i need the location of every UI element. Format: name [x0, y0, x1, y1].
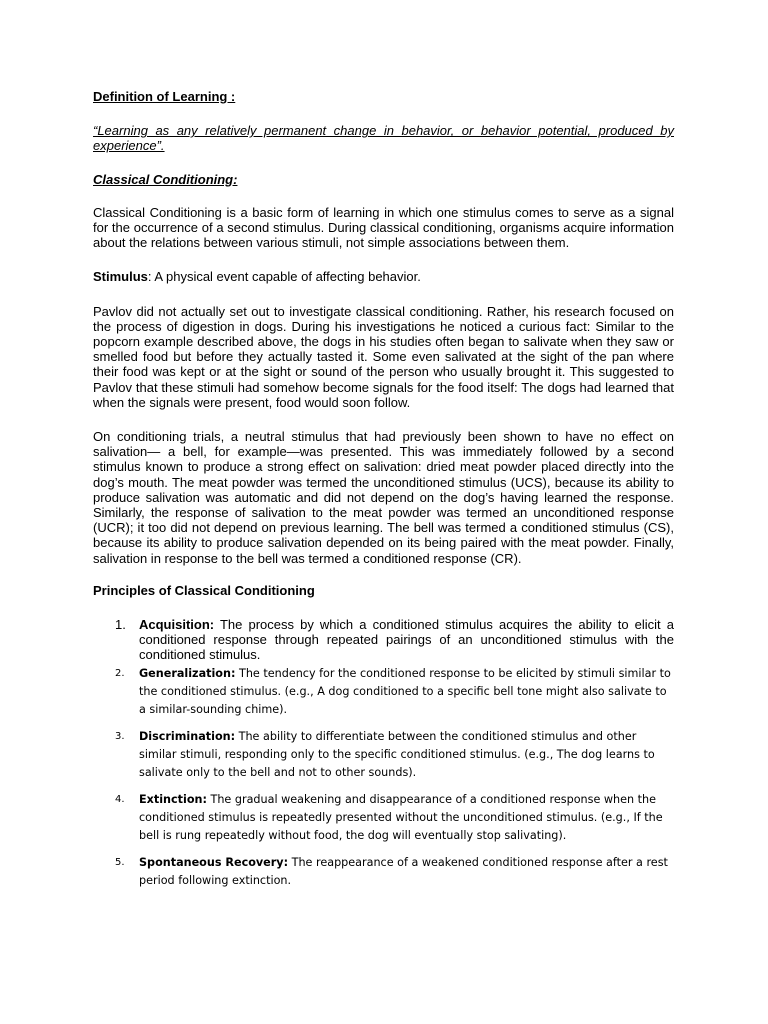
- principle-text: The process by which a conditioned stimulus acquires the ability to elicit a conditioned response through repeated pairings of an unconditioned stimulus with the conditioned stimulus.: [139, 617, 674, 663]
- classical-conditioning-intro: Classical Conditioning is a basic form of learning in which one stimulus comes to serve as a signal for the occurrence of a second stimulus. During classical conditioning, organisms acquire information about the relations between various stimuli, not simple associations between them.: [93, 204, 674, 251]
- principles-list: [93, 617, 674, 890]
- principle-item-extinction: [93, 791, 674, 845]
- principle-term: Acquisition:: [139, 617, 215, 633]
- list-number: 3.: [115, 730, 125, 742]
- principle-term: Spontaneous Recovery:: [139, 855, 289, 869]
- stimulus-term: Stimulus: [93, 269, 148, 285]
- principle-text: The tendency for the conditioned response to be elicited by stimuli similar to the conditioned stimulus. (e.g., A dog conditioned to a specific bell tone might also salivate to a similar-sounding chime).: [139, 666, 671, 716]
- principle-item-acquisition: [93, 617, 674, 663]
- principle-text: The reappearance of a weakened conditioned response after a rest period following extinction.: [139, 855, 668, 887]
- principles-heading: Principles of Classical Conditioning: [93, 582, 315, 598]
- list-number: 5.: [115, 856, 125, 868]
- list-number: 1.: [115, 617, 126, 633]
- list-number: 2.: [115, 667, 125, 679]
- stimulus-definition: [93, 269, 674, 284]
- classical-conditioning-heading: Classical Conditioning:: [93, 171, 238, 187]
- list-number: 4.: [115, 793, 125, 805]
- definition-heading: Definition of Learning :: [93, 89, 236, 104]
- definition-quote: “Learning as any relatively permanent change in behavior, or behavior potential, produced by experience”.: [93, 123, 674, 154]
- principle-item-discrimination: [93, 728, 674, 782]
- principle-term: Discrimination:: [139, 729, 236, 743]
- principle-term: Generalization:: [139, 666, 236, 680]
- principle-text: The ability to differentiate between the conditioned stimulus and other similar stimuli, responding only to the specific conditioned stimulus. (e.g., The dog learns to salivate only to the bell and not to other sounds).: [139, 729, 655, 779]
- document-page: [93, 86, 674, 890]
- principle-text: The gradual weakening and disappearance of a conditioned response when the conditioned stimulus is repeatedly presented without the unconditioned stimulus. (e.g., If the bell is rung repeatedly without food, the dog will eventually stop salivating).: [139, 792, 663, 842]
- stimulus-text: : A physical event capable of affecting behavior.: [147, 269, 421, 285]
- pavlov-paragraph: Pavlov did not actually set out to investigate classical conditioning. Rather, his research focused on the process of digestion in dogs. During his investigations he noticed a curious fact: Similar to the popcorn example described above, the dogs in his studies often began to salivate when they saw or smelled food but before they actually tasted it. Some even salivated at the sight of the pan where their food was kept or at the sight or sound of the person who usually brought it. This suggested to Pavlov that these stimuli had somehow become signals for the food itself: The dogs had learned that when the signals were present, food would soon follow.: [93, 303, 674, 410]
- principle-item-generalization: [93, 665, 674, 719]
- principle-term: Extinction:: [139, 792, 207, 806]
- principle-item-spontaneous-recovery: [93, 854, 674, 890]
- conditioning-trials-paragraph: On conditioning trials, a neutral stimulus that had previously been shown to have no effect on salivation— a bell, for example—was presented. This was immediately followed by a second stimulus known to produce a strong effect on salivation: dried meat powder placed directly into the dog’s mouth. The meat powder was termed the unconditioned stimulus (UCS), because its ability to produce salivation was automatic and did not depend on the dog’s having learned the response. Similarly, the response of salivation to the meat powder was termed an unconditioned response (UCR); it too did not depend on previous learning. The bell was termed a conditioned stimulus (CS), because its ability to produce salivation depended on its being paired with the meat powder. Finally, salivation in response to the bell was termed a conditioned response (CR).: [93, 429, 674, 566]
